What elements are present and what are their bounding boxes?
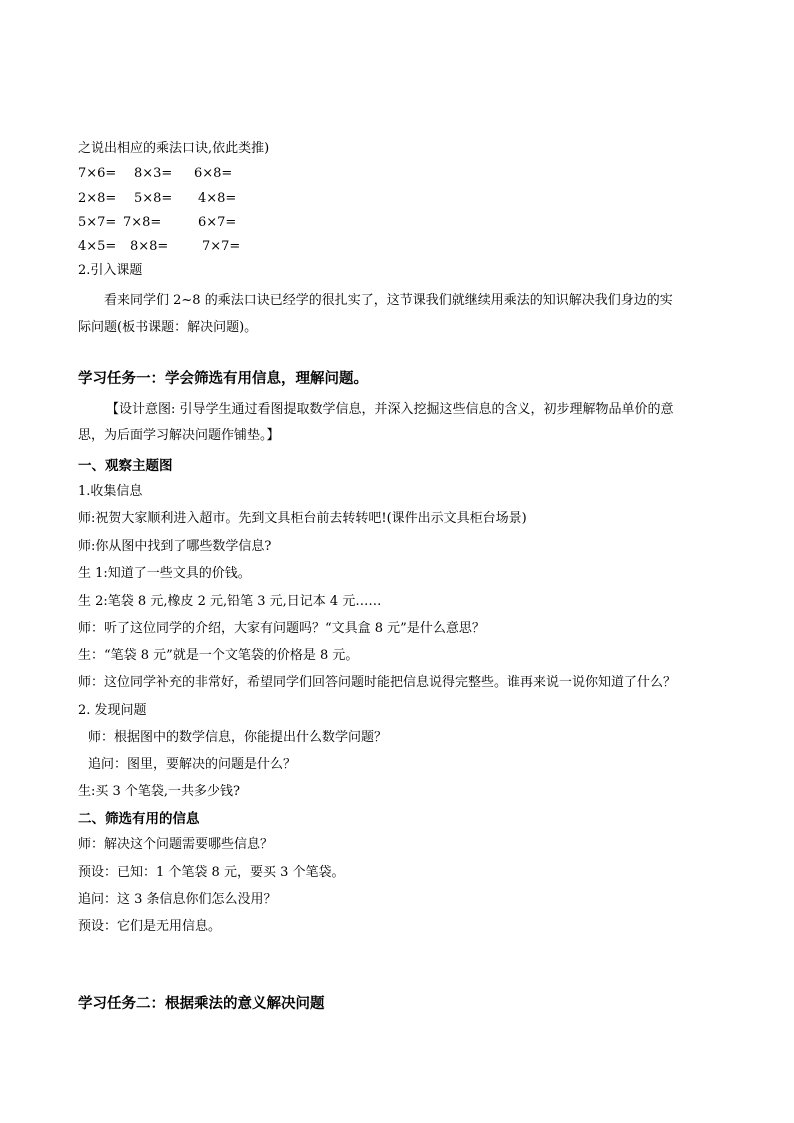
dialog-line: 师:祝贺大家顺利进入超市。先到文具柜台前去转转吧!(课件出示文具柜台场景) xyxy=(78,511,527,526)
task1-title: 学习任务一：学会筛选有用信息，理解问题。 xyxy=(78,370,368,387)
section2-title: 二、筛选有用的信息 xyxy=(78,811,200,827)
dialog-line: 预设：已知：1 个笔袋 8 元，要买 3 个笔袋。 xyxy=(78,865,345,880)
section1-title: 一、观察主题图 xyxy=(78,458,173,474)
dialog-line: 师：解决这个问题需要哪些信息？ xyxy=(78,837,274,852)
dialog-line: 追问：图里，要解决的问题是什么？ xyxy=(88,757,297,772)
math-item: 7×8= xyxy=(123,215,162,230)
math-row-3 xyxy=(78,215,236,231)
dialog-line: 生 2:笔袋 8 元,橡皮 2 元,铅笔 3 元,日记本 4 元…… xyxy=(78,594,382,609)
dialog-line: 生：“笔袋 8 元”就是一个文笔袋的价格是 8 元。 xyxy=(78,648,359,663)
design-intent-line-2: 思，为后面学习解决问题作铺垫。】 xyxy=(78,428,280,443)
math-item: 7×7= xyxy=(202,239,241,254)
math-item: 6×7= xyxy=(198,215,237,230)
dialog-line: 师：听了这位同学的介绍，大家有问题吗？“文具盒 8 元”是什么意思？ xyxy=(78,621,485,636)
math-row-2 xyxy=(78,191,236,207)
math-item: 6×8= xyxy=(194,166,233,181)
math-item: 4×5= xyxy=(78,239,117,254)
math-item: 8×8= xyxy=(130,239,169,254)
math-item: 5×7= xyxy=(78,215,117,230)
design-intent-line-1: 【设计意图: 引导学生通过看图提取数学信息，并深入挖掘这些信息的含义，初步理解物品单价的意 xyxy=(106,402,674,417)
dialog-line: 生 1:知道了一些文具的价钱。 xyxy=(78,566,251,581)
dialog-line: 预设：它们是无用信息。 xyxy=(78,919,222,934)
discover-problem-label: 2. 发现问题 xyxy=(78,703,147,718)
dialog-line: 师：根据图中的数学信息，你能提出什么数学问题？ xyxy=(88,730,388,745)
math-item: 4×8= xyxy=(198,191,237,206)
dialog-line: 师：这位同学补充的非常好，希望同学们回答问题时能把信息说得完整些。谁再来说一说你知道了什么？ xyxy=(78,675,677,690)
math-item: 8×3= xyxy=(134,166,173,181)
intro-topic-label: 2.引入课题 xyxy=(78,263,143,278)
collect-info-label: 1.收集信息 xyxy=(78,484,143,499)
dialog-line: 追问：这 3 条信息你们怎么没用？ xyxy=(78,892,277,907)
math-item: 5×8= xyxy=(134,191,173,206)
math-row-1 xyxy=(78,166,232,182)
dialog-line: 生:买 3 个笔袋,一共多少钱? xyxy=(78,784,241,799)
intro-tail-text: 之说出相应的乘法口诀,依此类推) xyxy=(78,141,270,156)
math-row-4 xyxy=(78,239,240,255)
math-item: 7×6= xyxy=(78,166,117,181)
task2-title: 学习任务二：根据乘法的意义解决问题 xyxy=(78,995,325,1012)
intro-paragraph-line-2: 际问题(板书课题：解决问题)。 xyxy=(78,320,258,335)
dialog-line: 师:你从图中找到了哪些数学信息? xyxy=(78,539,272,554)
math-item: 2×8= xyxy=(78,191,117,206)
intro-paragraph-line-1: 看来同学们 2~8 的乘法口诀已经学的很扎实了，这节课我们就继续用乘法的知识解决我们身边的实 xyxy=(104,293,673,308)
